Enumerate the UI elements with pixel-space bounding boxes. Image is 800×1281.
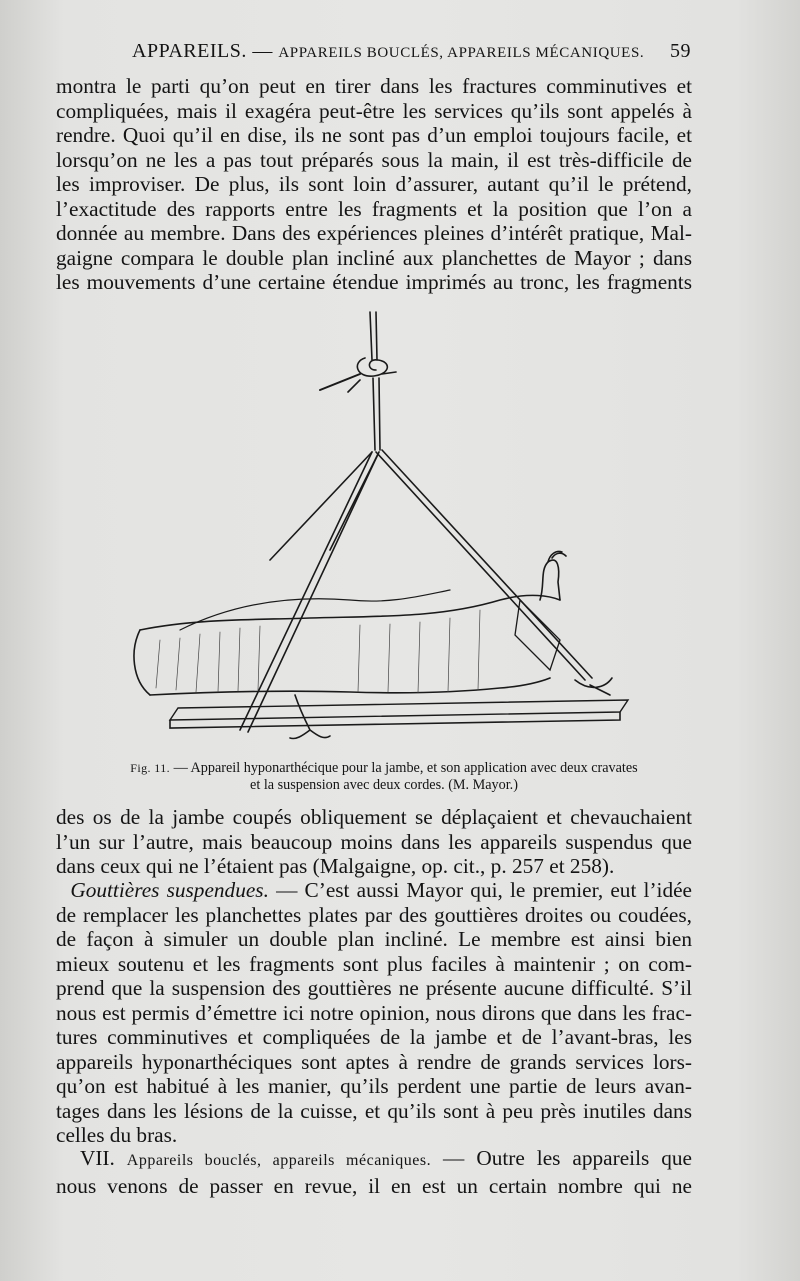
caption-line-2: et la suspension avec deux cordes. (M. Mayor.)	[250, 777, 518, 793]
text-line: celles du bras.	[56, 1123, 178, 1147]
text-line: des os de la jambe coupés obliquement se déplaçaient et chevauchaient	[56, 805, 692, 829]
text-line: prend que la suspension des gouttières ne présente aucune difficulté. S’il	[56, 976, 692, 1000]
text-line: compliquées, mais il exagéra peut-être les services qu’ils sont appelés à	[56, 98, 692, 123]
text-line: tures comminutives et compliquées de la jambe et de l’avant-bras, les	[56, 1025, 692, 1049]
caption-line-1: — Appareil hyponarthécique pour la jambe, et son application avec deux cravates	[173, 760, 638, 776]
section-number: VII.	[79, 1146, 115, 1170]
text-line: nous venons de passer en revue, il en est un certain nombre qui ne	[56, 1173, 692, 1198]
text-line: de façon à simuler un double plan incliné. Le membre est ainsi bien	[56, 927, 692, 951]
text-line-fragment: — Outre les appareils que	[431, 1146, 692, 1170]
figure-label: Fig. 11.	[130, 761, 171, 775]
header-subtitle: APPAREILS BOUCLÉS, APPAREILS MÉCANIQUES.	[278, 45, 645, 61]
text-line: montra le parti qu’on peut en tirer dans les fractures comminutives et	[56, 74, 692, 98]
section-heading-appareils: Appareils bouclés, appareils mécaniques.	[126, 1152, 432, 1169]
header-title: APPAREILS.	[132, 40, 247, 62]
text-line: mieux soutenu et les fragments sont plus faciles à maintenir ; on com-	[56, 951, 692, 976]
text-line: l’un sur l’autre, mais beaucoup moins dans les appareils suspendus que	[56, 829, 692, 854]
text-line: les improviser. De plus, ils sont loin d’assurer, autant qu’il le prétend,	[56, 172, 692, 196]
text-line: nous est permis d’émettre ici notre opinion, nous dirons que dans les frac-	[56, 1000, 692, 1025]
section-heading-gouttieres: Gouttières suspendues.	[70, 878, 269, 902]
leg-suspension-illustration	[120, 300, 680, 755]
text-line: dans ceux qui ne l’étaient pas (Malgaigne, op. cit., p. 257 et 258).	[56, 854, 615, 878]
paragraph-section-7	[56, 1146, 692, 1198]
paragraph-mid	[56, 805, 692, 879]
text-line: appareils hyponarthéciques sont aptes à rendre de grands services lors-	[56, 1049, 692, 1074]
text-line: de remplacer les planchettes plates par des gouttières droites ou coudées,	[56, 902, 692, 927]
text-line: gaigne compara le double plan incliné aux planchettes de Mayor ; dans	[56, 245, 692, 270]
text-line	[56, 878, 692, 903]
text-line: l’exactitude des rapports entre les fragments et la position que l’on a	[56, 196, 692, 221]
text-line-fragment: — C’est aussi Mayor qui, le premier, eut l’idée	[268, 878, 693, 902]
text-line: lorsqu’on ne les a pas tout préparés sous la main, il est très-difficile de	[56, 147, 692, 172]
page-number: 59	[670, 40, 691, 62]
text-line	[56, 1146, 692, 1174]
paragraph-gouttieres	[56, 878, 692, 1148]
paragraph-top	[56, 74, 692, 295]
text-line: tages dans les lésions de la cuisse, et qu’ils sont à peu près inutiles dans	[56, 1098, 692, 1123]
text-line: les mouvements d’une certaine étendue imprimés au tronc, les fragments	[56, 270, 692, 294]
running-head	[56, 40, 691, 66]
figure-caption	[74, 760, 694, 794]
running-head-text	[132, 40, 644, 63]
figure-leg-suspension	[120, 300, 680, 755]
text-line: qu’on est habitué à les manier, qu’ils perdent une partie de leurs avan-	[56, 1074, 692, 1098]
text-line: rendre. Quoi qu’il en dise, ils ne sont pas d’un emploi toujours facile, et	[56, 123, 692, 147]
header-dash: —	[252, 40, 273, 62]
text-line: donnée au membre. Dans des expériences pleines d’intérêt pratique, Mal-	[56, 221, 692, 245]
